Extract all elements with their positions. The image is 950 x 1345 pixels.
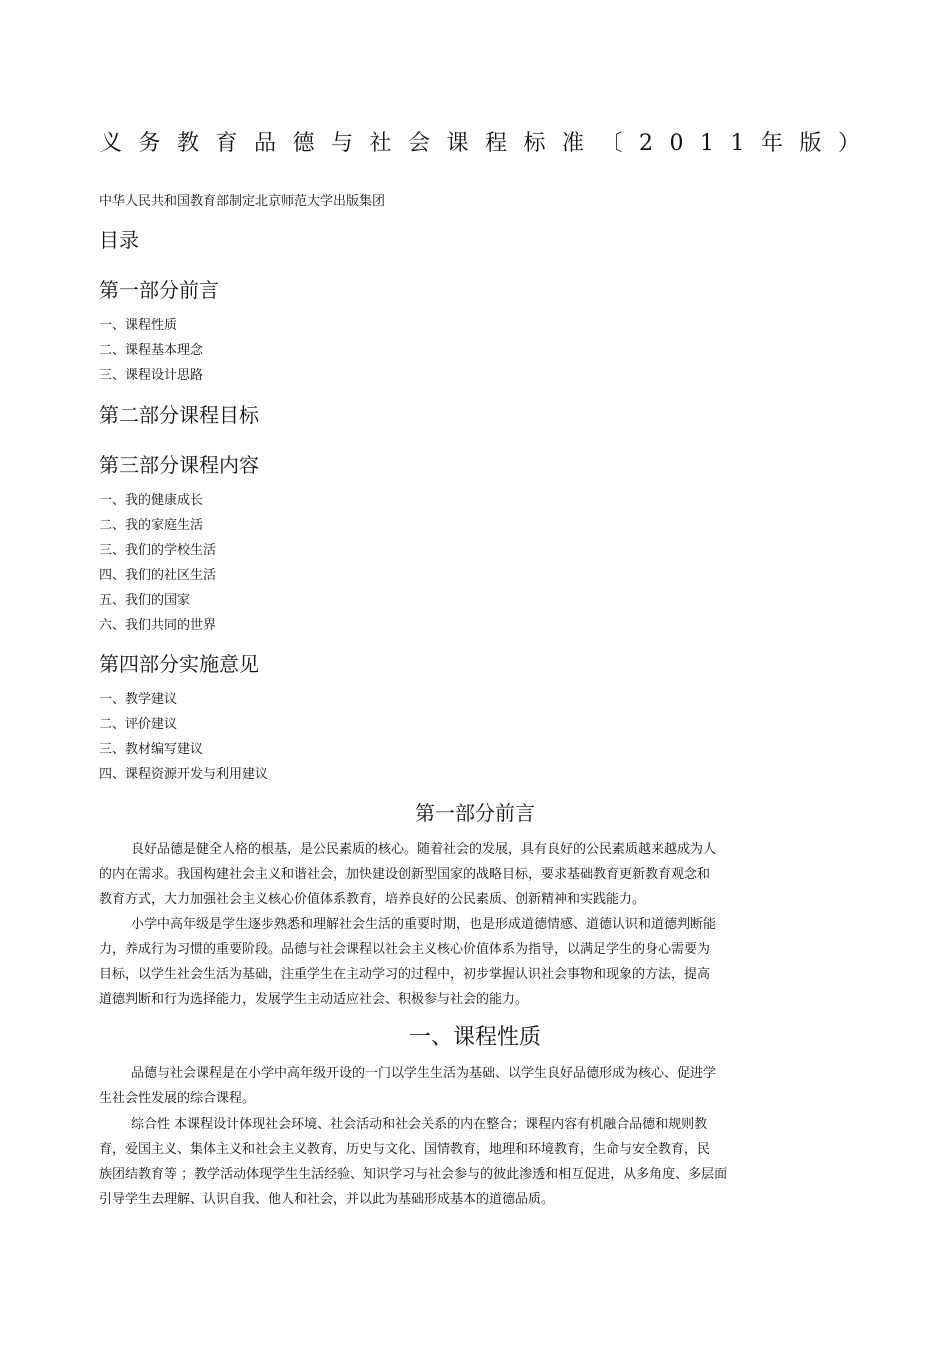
toc-part-3-item-1: 一、我的健康成长 (99, 493, 204, 508)
course-nature-paragraph-2 (99, 1112, 779, 1212)
toc-part-3-item-5: 五、我们的国家 (99, 593, 191, 608)
toc-part-3-title: 第三部分课程内容 (99, 453, 259, 477)
toc-part-1-item-1: 一、课程性质 (99, 318, 178, 333)
toc-part-2-title: 第二部分课程目标 (99, 403, 259, 427)
preface-paragraph-1-line-1: 良好品德是健全人格的根基，是公民素质的核心。随着社会的发展，具有良好的公民素质越来越成为人 (131, 842, 717, 857)
preface-paragraph-1-line-3: 教育方式，大力加强社会主义核心价值体系教育，培养良好的公民素质、创新精神和实践能力。 (99, 892, 646, 907)
preface-paragraph-2-line-1: 小学中高年级是学生逐步熟悉和理解社会生活的重要时期，也是形成道德情感、道德认识和道德判断能 (131, 917, 717, 932)
toc-part-4-item-2: 二、评价建议 (99, 717, 178, 732)
toc-part-3-item-2: 二、我的家庭生活 (99, 518, 204, 533)
toc-part-1-title: 第一部分前言 (99, 278, 219, 302)
course-nature-paragraph-1-line-2: 生社会性发展的综合课程。 (99, 1091, 256, 1106)
toc-part-4-item-4: 四、课程资源开发与利用建议 (99, 767, 269, 782)
toc-part-4-title: 第四部分实施意见 (99, 652, 259, 676)
preface-paragraph-1-line-2: 的内在需求。我国构建社会主义和谐社会，加快建设创新型国家的战略目标，要求基础教育更新教育观念和 (99, 867, 711, 882)
course-nature-paragraph-1-line-1: 品德与社会课程是在小学中高年级开设的一门以学生生活为基础、以学生良好品德形成为核心、促进学 (131, 1066, 717, 1081)
preface-title: 第一部分前言 (415, 801, 535, 825)
document-title: 义务教育品德与社会课程标准〔2011年版） (100, 131, 877, 156)
preface-paragraph-2 (99, 912, 779, 1012)
toc-part-4-item-3: 三、教材编写建议 (99, 742, 204, 757)
preface-paragraph-2-line-2: 力，养成行为习惯的重要阶段。品德与社会课程以社会主义核心价值体系为指导，以满足学生的身心需要为 (99, 942, 711, 957)
course-nature-paragraph-2-line-2: 育，爱国主义、集体主义和社会主义教育，历史与文化、国情教育，地理和环境教育，生命与安全教育，民 (99, 1142, 711, 1157)
preface-paragraph-2-line-3: 目标，以学生社会生活为基础，注重学生在主动学习的过程中，初步掌握认识社会事物和现象的方法，提高 (99, 967, 711, 982)
publisher-line: 中华人民共和国教育部制定北京师范大学出版集团 (99, 194, 386, 209)
preface-paragraph-1 (99, 837, 779, 912)
toc-part-3-item-6: 六、我们共同的世界 (99, 618, 217, 633)
course-nature-paragraph-2-line-1: 综合性 本课程设计体现社会环境、社会活动和社会关系的内在整合；课程内容有机融合品德和规则教 (131, 1117, 708, 1132)
toc-part-1-item-2: 二、课程基本理念 (99, 343, 204, 358)
course-nature-paragraph-2-line-4: 引导学生去理解、认识自我、他人和社会，并以此为基础形成基本的道德品质。 (99, 1192, 555, 1207)
preface-paragraph-2-line-4: 道德判断和行为选择能力，发展学生主动适应社会、积极参与社会的能力。 (99, 992, 529, 1007)
toc-heading: 目录 (99, 228, 139, 252)
course-nature-title: 一、课程性质 (408, 1025, 541, 1050)
toc-part-3-item-4: 四、我们的社区生活 (99, 568, 217, 583)
toc-part-4-item-1: 一、教学建议 (99, 692, 178, 707)
toc-part-1-item-3: 三、课程设计思路 (99, 368, 204, 383)
toc-part-3-item-3: 三、我们的学校生活 (99, 543, 217, 558)
course-nature-paragraph-2-line-3: 族团结教育等 ；教学活动体现学生生活经验、知识学习与社会参与的彼此渗透和相互促进，从多角度、多层面 (99, 1167, 728, 1182)
course-nature-paragraph-1 (99, 1061, 779, 1111)
